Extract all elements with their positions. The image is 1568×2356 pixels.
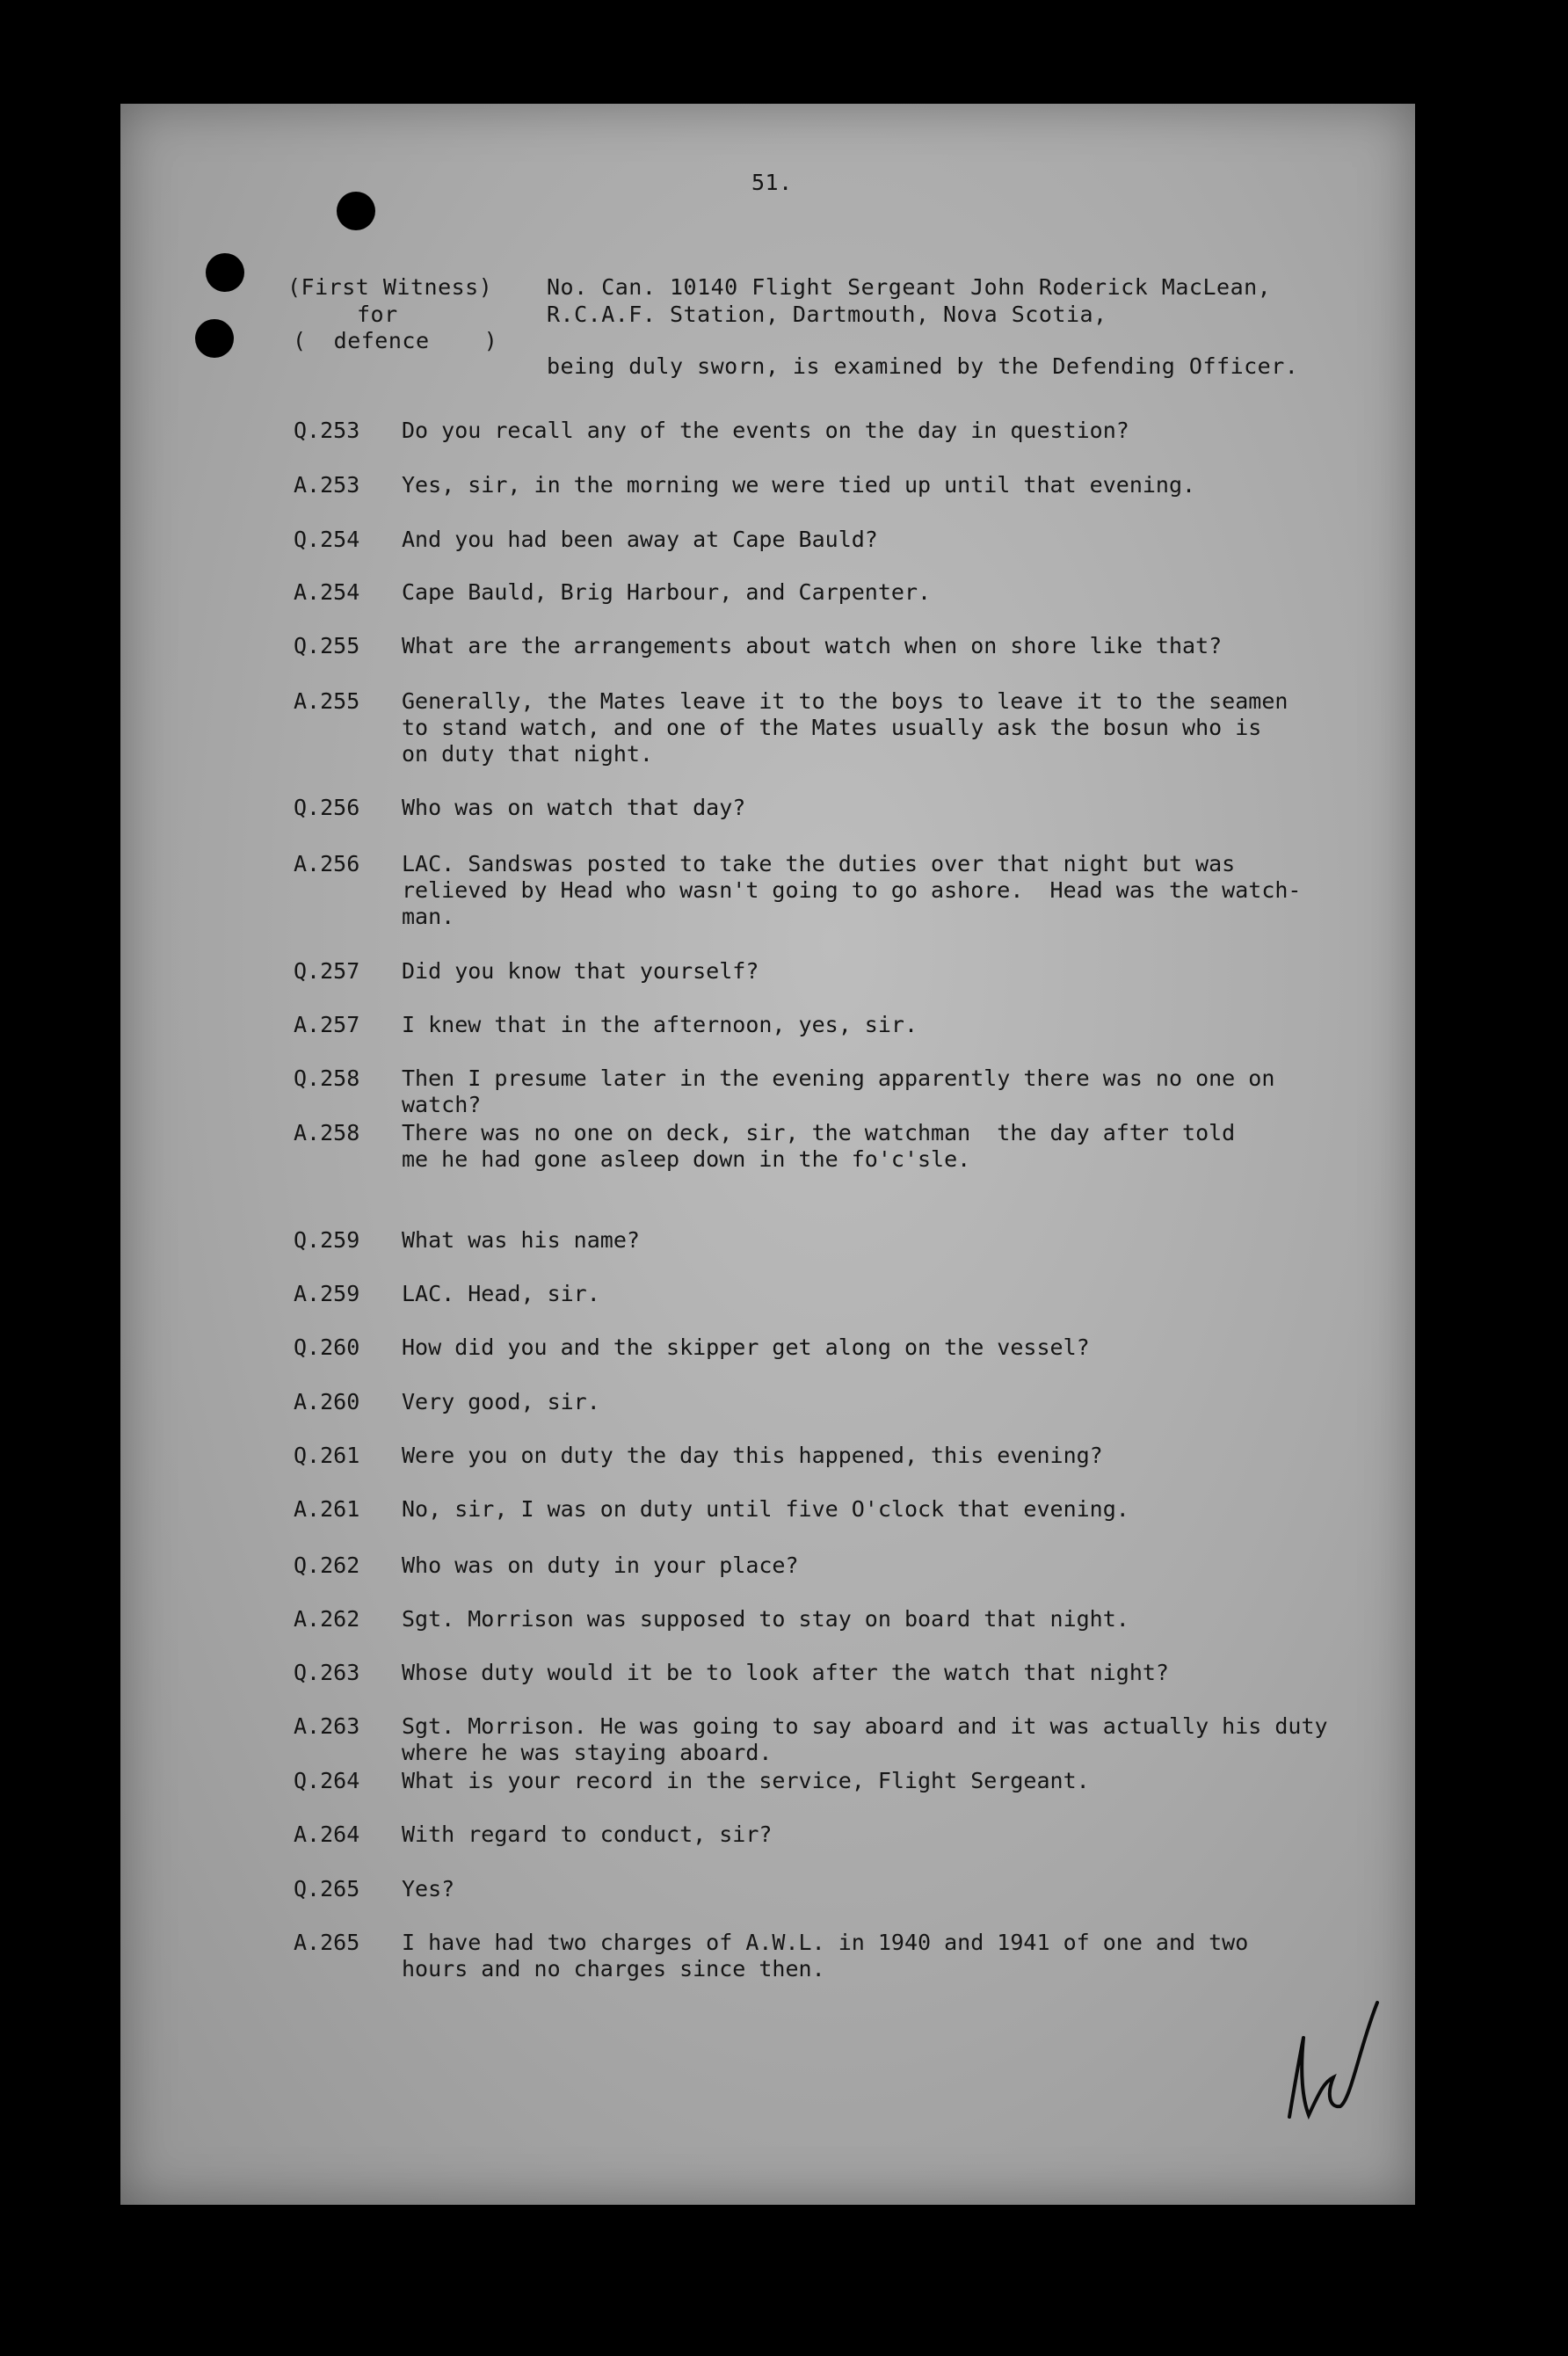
- qa-number: A.256: [294, 851, 360, 876]
- qa-text-line: LAC. Head, sir.: [402, 1281, 600, 1306]
- qa-number: Q.260: [294, 1334, 360, 1360]
- qa-number: Q.255: [294, 633, 360, 658]
- qa-number: A.264: [294, 1822, 360, 1847]
- qa-text-line: How did you and the skipper get along on the vessel?: [402, 1334, 1090, 1360]
- qa-number: Q.265: [294, 1876, 360, 1902]
- qa-text-line: Generally, the Mates leave it to the boys to leave it to the seamen: [402, 688, 1289, 714]
- qa-number: Q.253: [294, 418, 360, 443]
- qa-number: Q.258: [294, 1065, 360, 1091]
- qa-number: Q.257: [294, 958, 360, 984]
- qa-text-line: relieved by Head who wasn't going to go ashore. Head was the watch-: [402, 877, 1302, 903]
- qa-number: A.265: [294, 1930, 360, 1955]
- qa-number: A.257: [294, 1012, 360, 1037]
- qa-text-line: Cape Bauld, Brig Harbour, and Carpenter.: [402, 579, 932, 605]
- qa-text-line: No, sir, I was on duty until five O'clock that evening.: [402, 1496, 1129, 1522]
- qa-number: Q.263: [294, 1660, 360, 1685]
- witness-name-line2: R.C.A.F. Station, Dartmouth, Nova Scotia,: [547, 302, 1107, 327]
- qa-number: A.253: [294, 472, 360, 498]
- qa-text-line: Whose duty would it be to look after the watch that night?: [402, 1660, 1169, 1685]
- witness-label-line1: (First Witness): [287, 274, 493, 300]
- qa-number: Q.254: [294, 527, 360, 552]
- qa-text-line: to stand watch, and one of the Mates usually ask the bosun who is: [402, 715, 1262, 740]
- witness-name-line1: No. Can. 10140 Flight Sergeant John Roderick MacLean,: [547, 274, 1272, 300]
- punch-hole: [195, 319, 234, 358]
- qa-text-line: on duty that night.: [402, 741, 653, 767]
- qa-number: Q.259: [294, 1227, 360, 1253]
- qa-text-line: LAC. Sandswas posted to take the duties over that night but was: [402, 851, 1236, 876]
- punch-hole: [206, 253, 244, 292]
- sworn-statement: being duly sworn, is examined by the Defending Officer.: [547, 353, 1299, 379]
- qa-text-line: There was no one on deck, sir, the watchman the day after told: [402, 1120, 1236, 1145]
- document-page: [120, 104, 1415, 2205]
- qa-text-line: I have had two charges of A.W.L. in 1940 and 1941 of one and two: [402, 1930, 1249, 1955]
- qa-text-line: where he was staying aboard.: [402, 1740, 773, 1765]
- qa-text-line: watch?: [402, 1092, 482, 1117]
- handwritten-initials: [1272, 1994, 1386, 2126]
- qa-text-line: Were you on duty the day this happened, this evening?: [402, 1443, 1103, 1468]
- qa-text-line: Did you know that yourself?: [402, 958, 759, 984]
- page-number: 51.: [751, 170, 793, 195]
- qa-text-line: What are the arrangements about watch when on shore like that?: [402, 633, 1223, 658]
- qa-number: A.260: [294, 1389, 360, 1414]
- witness-label-line3: ( defence ): [293, 328, 498, 353]
- qa-text-line: Who was on watch that day?: [402, 795, 746, 820]
- qa-text-line: And you had been away at Cape Bauld?: [402, 527, 878, 552]
- qa-text-line: Who was on duty in your place?: [402, 1552, 799, 1578]
- qa-text-line: me he had gone asleep down in the fo'c'sle.: [402, 1146, 971, 1172]
- qa-number: A.263: [294, 1713, 360, 1739]
- qa-text-line: What was his name?: [402, 1227, 640, 1253]
- qa-number: A.261: [294, 1496, 360, 1522]
- qa-text-line: Sgt. Morrison. He was going to say aboard and it was actually his duty: [402, 1713, 1328, 1739]
- qa-number: Q.256: [294, 795, 360, 820]
- qa-text-line: Sgt. Morrison was supposed to stay on board that night.: [402, 1606, 1129, 1632]
- qa-number: A.262: [294, 1606, 360, 1632]
- qa-text-line: With regard to conduct, sir?: [402, 1822, 773, 1847]
- qa-text-line: What is your record in the service, Flight Sergeant.: [402, 1768, 1090, 1793]
- qa-text-line: hours and no charges since then.: [402, 1956, 825, 1982]
- qa-number: A.255: [294, 688, 360, 714]
- qa-text-line: Very good, sir.: [402, 1389, 600, 1414]
- qa-text-line: I knew that in the afternoon, yes, sir.: [402, 1012, 918, 1037]
- punch-hole: [337, 192, 375, 230]
- qa-text-line: Then I presume later in the evening apparently there was no one on: [402, 1065, 1275, 1091]
- witness-label-line2: for: [357, 302, 398, 327]
- qa-text-line: Yes, sir, in the morning we were tied up until that evening.: [402, 472, 1196, 498]
- qa-number: Q.264: [294, 1768, 360, 1793]
- qa-text-line: man.: [402, 904, 455, 929]
- qa-text-line: Yes?: [402, 1876, 455, 1902]
- qa-number: A.258: [294, 1120, 360, 1145]
- qa-text-line: Do you recall any of the events on the day in question?: [402, 418, 1129, 443]
- qa-number: Q.262: [294, 1552, 360, 1578]
- qa-number: Q.261: [294, 1443, 360, 1468]
- qa-number: A.254: [294, 579, 360, 605]
- qa-number: A.259: [294, 1281, 360, 1306]
